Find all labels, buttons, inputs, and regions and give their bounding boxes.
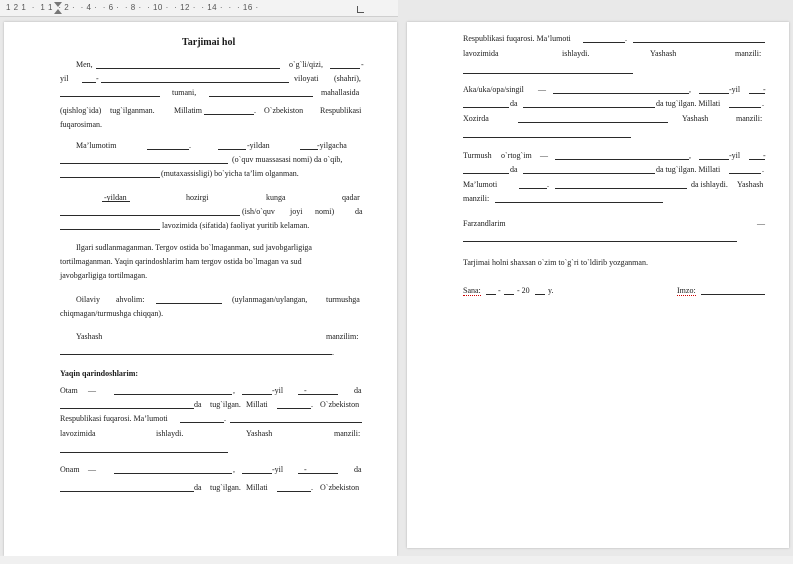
field-birth-year[interactable] [82,82,96,83]
field-father-education[interactable] [180,422,224,423]
document-title: Tarjimai hol [182,37,236,48]
text-manzili: manzili: [463,194,490,203]
text-qadar: qadar [342,193,360,202]
text-hozirgi: hozirgi [186,193,209,202]
field-date-year[interactable] [535,294,545,295]
text-year-prefix: - 20 [517,286,530,295]
text-yashash: Yashash [737,180,764,189]
text-dash-em: — [538,85,546,94]
text-period: . [547,180,549,189]
field-institution[interactable] [60,163,228,164]
text-position-hint: lavozimida (sifatida) faoliyat yuritib kelaman. [162,221,310,230]
text-manzili: manzili: [735,49,762,58]
field-marital-status[interactable] [156,303,222,304]
text-turmush: Turmush [463,151,492,160]
tab-stop-marker[interactable] [357,6,364,13]
text-yilgacha: -yilgacha [317,141,347,150]
text-da: da [194,400,202,409]
text-nomi: nomi) [315,207,335,216]
field-sibling-name[interactable] [553,93,689,94]
text-dash-em: — [88,386,96,395]
text-comma: , [233,386,235,395]
text-period: . [762,165,764,174]
text-institution-hint: (o`quv muassasasi nomi) da o`qib, [232,155,343,164]
text-tugilganman: tug`ilganman. [110,106,155,115]
field-workplace[interactable] [60,215,240,216]
field-sibling-work[interactable] [518,122,668,123]
text-manzilim: manzilim: [326,332,359,341]
text-citizen-education: Respublikasi fuqarosi. Ma’lumoti [463,34,571,43]
text-kunga: kunga [266,193,286,202]
text-comma: , [689,151,691,160]
text-no-conviction-2: tortilmaganman. Yaqin qarindoshlarim ham tergov ostida bo`lmagan va sud [60,257,302,266]
field-sibling-address[interactable] [463,137,631,138]
text-yashash: Yashash [76,332,103,341]
text-manzili: manzili: [334,429,361,438]
text-farzandlarim: Farzandlarim [463,219,506,228]
field-mother-name[interactable] [114,473,232,474]
text-yil: yil [60,74,69,83]
field-full-name[interactable] [96,68,280,69]
field-father-name[interactable] [114,394,232,395]
text-da: da [354,465,362,474]
text-comma: , [233,465,235,474]
text-ishlaydi: ishlaydi. [156,429,184,438]
field-nationality[interactable] [204,114,254,115]
document-page-2[interactable] [407,22,789,548]
text-ishlaydi: ishlaydi. [562,49,590,58]
text-millatim: Millatim [174,106,202,115]
field-date-day[interactable] [486,294,496,295]
field-region[interactable] [101,82,289,83]
field-spouse-name[interactable] [555,159,689,160]
field-mother-nationality[interactable] [277,491,311,492]
text-ogli-qizi: o`g`li/qizi, [289,60,323,69]
text-no-conviction-1: Ilgari sudlanmaganman. Tergov ostida bo`lmaganman, sud javobgarligiga [76,243,312,252]
text-dash: - [304,465,307,474]
text-tugilgan-millati: da tug`ilgan. Millati [656,99,721,108]
field-spouse-year[interactable] [699,159,729,160]
text-ortogim: o`rtog`im [501,151,532,160]
field-signature[interactable] [701,294,765,295]
field-spouse-day[interactable] [463,173,509,174]
text-lavozimida: lavozimida [60,429,96,438]
text-malumotim: Ma’lumotim [76,141,117,150]
text-yashash: Yashash [682,114,709,123]
text-period: . [254,106,256,115]
text-yashash: Yashash [650,49,677,58]
text-y: y. [548,286,554,295]
field-spouse-address[interactable] [495,202,663,203]
field-father-year[interactable] [242,394,272,395]
text-statement: Tarjimai holni shaxsan o`zim to`g`ri to`ldirib yozganman. [463,258,648,267]
text-da-ishlaydi: da ishlaydi. [691,180,728,189]
text-marital-options: (uylanmagan/uylangan, [232,295,308,304]
field-specialty[interactable] [60,177,160,178]
text-mahallasida: mahallasida [321,88,360,97]
text-shahri: (shahri), [334,74,361,83]
field-birth-day[interactable] [330,68,360,69]
text-qishlogida: (qishlog`ida) [60,106,102,115]
text-otam: Otam [60,386,78,395]
text-period: . [224,414,226,423]
text-ozbekiston: O`zbekiston [320,400,360,409]
text-tugilgan-millati: da tug`ilgan. Millati [656,165,721,174]
text-yildan: -yildan [104,193,127,202]
text-dash: - [304,386,307,395]
field-address[interactable] [60,354,332,355]
text-respublikasi: Respublikasi [320,106,362,115]
field-mahalla[interactable] [209,96,313,97]
text-imzo: Imzo: [677,286,696,295]
text-ahvolim: ahvolim: [116,295,145,304]
text-viloyati: viloyati [294,74,319,83]
field-father-birthplace[interactable] [60,408,194,409]
text-dash: - [763,151,766,160]
text-tugilgan: tug`ilgan. [210,483,241,492]
text-tugilgan: tug`ilgan. [210,400,241,409]
field-sibling-year[interactable] [699,93,729,94]
text-yil: -yil [729,85,741,94]
text-da: da [194,483,202,492]
text-da: da [354,386,362,395]
text-yashash: Yashash [246,429,273,438]
text-tumani: tumani, [172,88,197,97]
text-fuqarosiman: fuqarosiman. [60,120,102,129]
text-millati: Millati [246,400,268,409]
text-yil: -yil [729,151,741,160]
text-men: Men, [76,60,93,69]
field-spouse-nationality[interactable] [729,173,761,174]
field-parent-address[interactable] [463,73,633,74]
field-study-start[interactable] [218,149,246,150]
text-manzili: manzili: [736,114,763,123]
text-yil: -yil [272,386,284,395]
text-period: . [311,483,313,492]
text-dash: - [361,60,364,69]
text-citizen-education: Respublikasi fuqarosi. Ma’lumoti [60,414,168,423]
field-spouse-workplace[interactable] [555,188,687,189]
text-dash: - [96,74,99,83]
text-dash-em: — [757,219,765,228]
field-spouse-birthplace[interactable] [523,173,655,174]
text-dash-em: — [540,151,548,160]
text-ozbekiston: O`zbekiston [264,106,304,115]
text-dash: - [763,85,766,94]
text-period: . [189,141,191,150]
document-page-1[interactable] [4,22,397,556]
text-da: da [510,165,518,174]
field-parent-education[interactable] [583,42,625,43]
text-sana: Sana: [463,286,481,295]
field-spouse-education[interactable] [519,188,547,189]
field-children[interactable] [463,241,737,242]
text-millati: Millati [246,483,268,492]
field-position[interactable] [60,229,160,230]
text-period: . [311,400,313,409]
relatives-heading: Yaqin qarindoshlarim: [60,369,139,378]
text-da: da [510,99,518,108]
field-sibling-nationality[interactable] [729,107,761,108]
text-malumoti: Ma’lumoti [463,180,498,189]
field-parent-workplace[interactable] [633,42,765,43]
text-xozirda: Xozirda [463,114,489,123]
text-comma: , [689,85,691,94]
text-yil: -yil [272,465,284,474]
text-ish-quv: (ish/o`quv [242,207,275,216]
text-yildan: -yildan [247,141,270,150]
text-da: da [355,207,363,216]
text-lavozimida: lavozimida [463,49,499,58]
hanging-indent-marker[interactable] [54,9,62,14]
status-bar [0,556,793,564]
text-marital-options-2: chiqmagan/turmushga chiqqan). [60,309,164,318]
text-period: . [332,348,334,357]
horizontal-ruler[interactable] [0,0,398,17]
text-ozbekiston: O`zbekiston [320,483,360,492]
field-date-month[interactable] [504,294,514,295]
text-onam: Onam [60,465,80,474]
text-period: . [625,34,627,43]
field-mother-year[interactable] [242,473,272,474]
text-siblings: Aka/uka/opa/singil [463,85,524,94]
text-joyi: joyi [290,207,303,216]
field-district[interactable] [60,96,160,97]
text-oilaviy: Oilaviy [76,295,100,304]
text-no-conviction-3: javobgarligiga tortilmagan. [60,271,148,280]
field-father-address[interactable] [60,452,228,453]
field-father-workplace[interactable] [230,422,362,423]
field-study-end[interactable] [300,149,318,150]
field-mother-birthplace[interactable] [60,491,194,492]
text-dash: - [498,286,501,295]
field-education[interactable] [147,149,189,150]
text-period: . [762,99,764,108]
field-sibling-birthplace[interactable] [523,107,655,108]
field-sibling-day[interactable] [463,107,509,108]
text-dash-em: — [88,465,96,474]
text-turmushga: turmushga [326,295,360,304]
text-specialty-hint: (mutaxassisligi) bo`yicha ta’lim olganman. [161,169,299,178]
first-line-indent-marker[interactable] [54,2,62,7]
field-father-nationality[interactable] [277,408,311,409]
ruler-marks: 1 2 1 · 1 1 · 2 · · 4 · · 6 · · 8 · · 10 · · 12 · · 14 · · · 16 · [6,3,259,12]
